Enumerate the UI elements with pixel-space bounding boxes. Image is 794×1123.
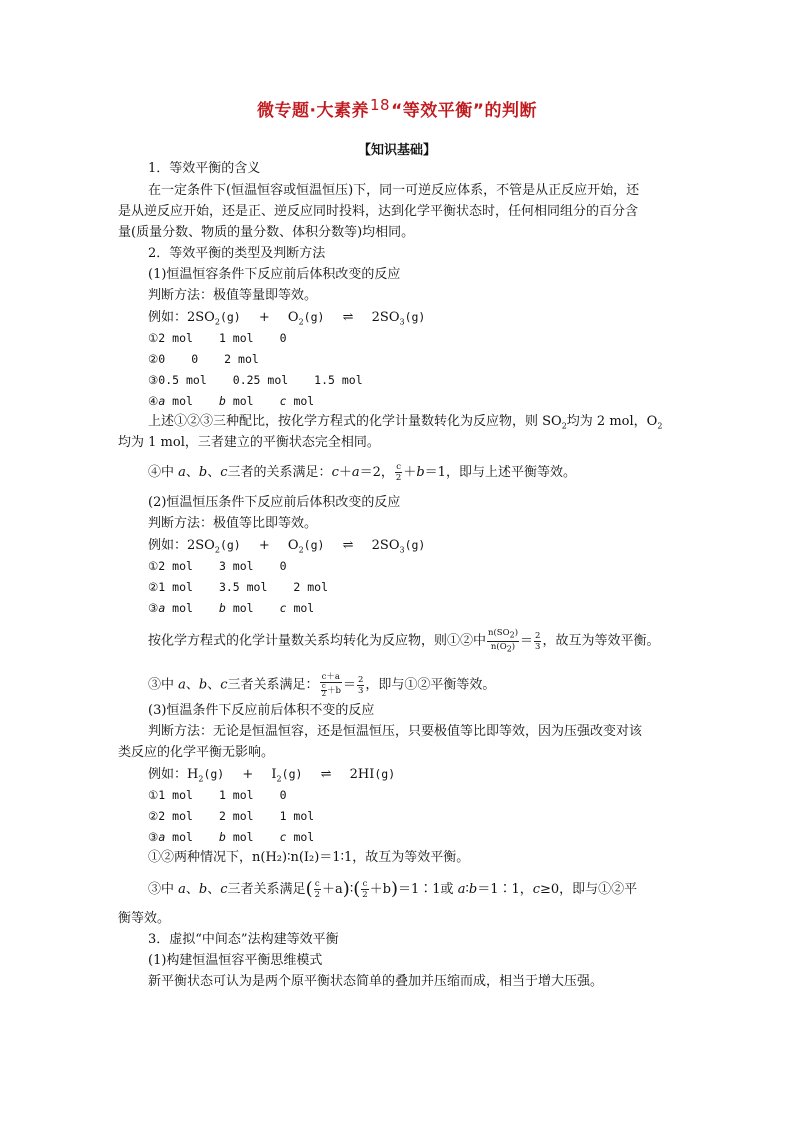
data-row: ②1 mol 3.5 mol 2 mol <box>148 580 329 594</box>
heading-3: 3．虚拟“中间态”法构建等效平衡 <box>148 932 339 947</box>
paragraph-line: 新平衡状态可认为是两个原平衡状态简单的叠加并压缩而成，相当于增大压强。 <box>148 974 604 989</box>
data-row: ②0 0 2 mol <box>148 352 259 366</box>
paragraph-line: 量(质量分数、物质的量分数、体积分数等)均相同。 <box>118 225 415 240</box>
title-number: 18 <box>370 96 391 114</box>
paragraph-line: ①②两种情况下，n(H₂)∶n(I₂)＝1∶1，故互为等效平衡。 <box>148 850 470 865</box>
subheading: (3)恒温条件下反应前后体积不变的反应 <box>148 703 375 718</box>
relation-line: ③中 a、b、c三者关系满足： c＋a $\frac{c}{2}$ ＋b ＝ $\frac{2}{3}$ ，即与①②平衡等效。 <box>148 672 496 698</box>
subheading: (1)恒温恒容条件下反应前后体积改变的反应 <box>148 267 401 282</box>
paragraph-line: 按化学方程式的化学计量数关系均转化为反应物，则①②中 $\frac{n(SO_2)}{n(O_2)}$ ＝ $\frac{2}{3}$ ，故互为等效平衡。 <box>148 628 660 654</box>
equation-line: 例如：$2SO_2(g) + O_2(g)$ ⇌ $2SO_3(g)$ <box>148 538 426 555</box>
equation-line: 例如：$H_2(g) + I_2(g)$ ⇌ 2HI(g) <box>148 767 396 784</box>
data-row: ③a mol b mol c mol <box>148 601 315 615</box>
paragraph-line: 在一定条件下(恒温恒容或恒温恒压)下，同一可逆反应体系，不管是从正反应开始，还 <box>148 183 640 198</box>
heading-1: 1．等效平衡的含义 <box>148 161 261 176</box>
paragraph-line: 上述①②③三种配比，按化学方程式的化学计量数转化为反应物，则 $SO_2$均为 2 mol，$O_2$ <box>148 414 663 431</box>
paragraph-line: 衡等效。 <box>118 911 171 926</box>
paragraph-line: 是从逆反应开始，还是正、逆反应同时投料，达到化学平衡状态时，任何相同组分的百分含 <box>118 204 639 219</box>
data-row: ③0.5 mol 0.25 mol 1.5 mol <box>148 373 363 387</box>
method-text: 类反应的化学平衡无影响。 <box>118 745 275 760</box>
relation-line: ③中 a、b、c三者关系满足( $\frac{c}{2}$ ＋a)∶( $\frac{c}{2}$ ＋b)＝1∶1或 a∶b＝1∶1，c≥0，即与①②平 <box>148 878 638 900</box>
relation-line: ④中 a、b、c三者的关系满足：c＋a＝2， $\frac{c}{2}$ ＋b＝1，即与上述平衡等效。 <box>148 462 576 483</box>
data-row: ①2 mol 3 mol 0 <box>148 559 287 573</box>
data-row: ③a mol b mol c mol <box>148 830 315 844</box>
method-text: 判断方法：极值等量即等效。 <box>148 288 318 303</box>
data-row: ①1 mol 1 mol 0 <box>148 788 287 802</box>
method-text: 判断方法：无论是恒温恒容，还是恒温恒压，只要极值等比即等效，因为压强改变对该 <box>148 724 643 739</box>
subheading: (2)恒温恒压条件下反应前后体积改变的反应 <box>148 495 401 510</box>
method-text: 判断方法：极值等比即等效。 <box>148 516 318 531</box>
equation-line: 例如：$2SO_2(g) + O_2(g)$ ⇌ $2SO_3(g)$ <box>148 310 426 327</box>
paragraph-line: 均为 1 mol，三者建立的平衡状态完全相同。 <box>118 435 380 450</box>
data-row: ②2 mol 2 mol 1 mol <box>148 809 315 823</box>
data-row: ④a mol b mol c mol <box>148 394 315 408</box>
subheading: (1)构建恒温恒容平衡思维模式 <box>148 953 323 968</box>
page-title: 微专题·大素养18“等效平衡”的判断 <box>257 96 537 121</box>
section-heading: 【知识基础】 <box>357 143 436 158</box>
heading-2: 2．等效平衡的类型及判断方法 <box>148 246 326 261</box>
data-row: ①2 mol 1 mol 0 <box>148 331 287 345</box>
